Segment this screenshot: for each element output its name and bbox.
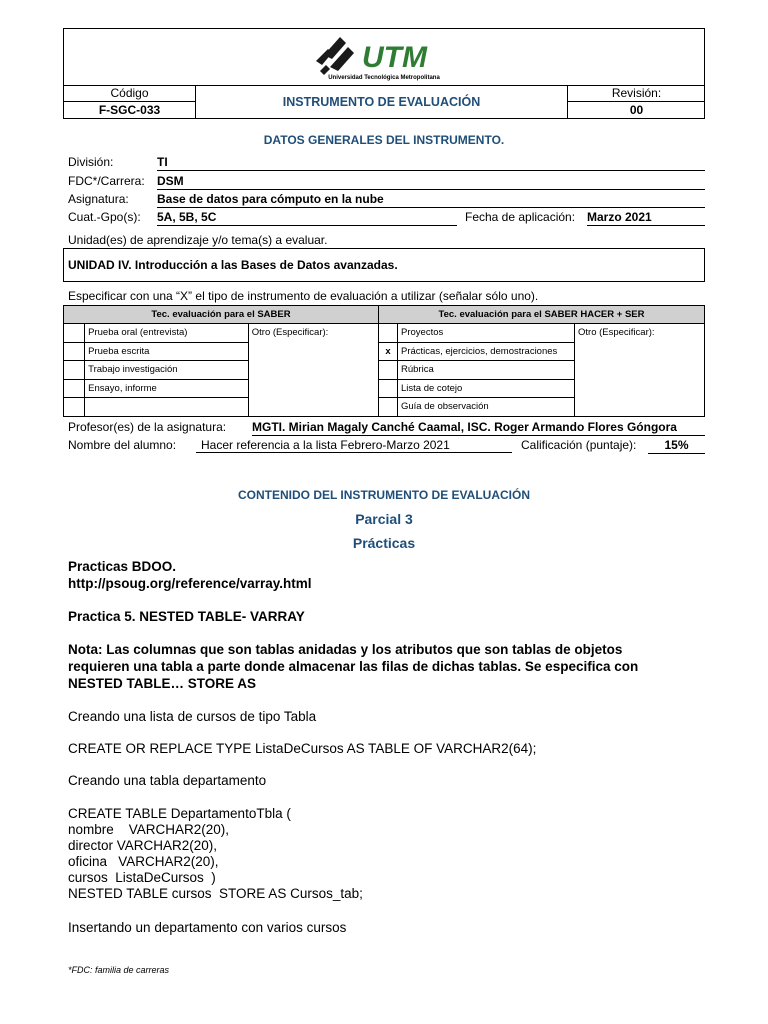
units-label: Unidad(es) de aprendizaje y/o tema(s) a evaluar. — [68, 233, 328, 247]
instrument-table — [63, 305, 705, 417]
date-value: Marzo 2021 — [587, 210, 705, 226]
subject-label: Asignatura: — [68, 192, 129, 206]
hacer-item: Prácticas, ejercicios, demostraciones — [398, 342, 575, 361]
specify-text: Especificar con una “X” el tipo de instrumento de evaluación a utilizar (señalar sólo uno). — [68, 289, 539, 303]
revision-cell — [568, 85, 705, 119]
saber-checkbox[interactable] — [64, 324, 85, 343]
practice-title: Practica 5. NESTED TABLE- VARRAY — [68, 609, 305, 624]
text-line: Creando una tabla departamento — [68, 773, 267, 788]
saber-header: Tec. evaluación para el SABER — [64, 306, 379, 324]
saber-item: Prueba escrita — [85, 342, 249, 361]
hacer-checkbox[interactable] — [379, 398, 398, 417]
note-line-1: Nota: Las columnas que son tablas anidadas y los atributos que son tablas de objetos — [68, 642, 623, 657]
hacer-item: Lista de cotejo — [398, 379, 575, 398]
utm-logo-icon — [310, 31, 460, 81]
code-cell — [64, 85, 196, 119]
date-label: Fecha de aplicación: — [465, 210, 576, 224]
code-line: director VARCHAR2(20), — [68, 838, 218, 853]
note-line-3: NESTED TABLE… STORE AS — [68, 676, 257, 691]
table-row — [64, 324, 705, 343]
logo-text: UTM — [362, 41, 427, 74]
hacer-item: Proyectos — [398, 324, 575, 343]
saber-item — [85, 398, 249, 417]
general-section-title: DATOS GENERALES DEL INSTRUMENTO. — [263, 133, 505, 147]
hacer-checkbox[interactable] — [379, 379, 398, 398]
code-line: oficina VARCHAR2(20), — [68, 854, 219, 869]
practices-title: Prácticas — [352, 535, 416, 551]
reference-link[interactable]: http://psoug.org/reference/varray.html — [68, 576, 312, 591]
cuat-label: Cuat.-Gpo(s): — [68, 210, 141, 224]
hacer-checkbox[interactable] — [379, 324, 398, 343]
saber-checkbox[interactable] — [64, 398, 85, 417]
saber-item: Ensayo, informe — [85, 379, 249, 398]
units-value: UNIDAD IV. Introducción a las Bases de Datos avanzadas. — [63, 248, 705, 282]
revision-value: 00 — [629, 103, 644, 117]
saber-checkbox[interactable] — [64, 342, 85, 361]
hacer-checkbox[interactable]: x — [379, 342, 398, 361]
fdc-value: DSM — [157, 174, 705, 190]
grade-value: 15% — [648, 438, 705, 454]
hacer-checkbox[interactable] — [379, 361, 398, 380]
revision-label: Revisión: — [568, 85, 705, 102]
student-label: Nombre del alumno: — [68, 438, 177, 452]
university-name: Universidad Tecnológica Metropolitana — [328, 75, 440, 81]
code-line: nombre VARCHAR2(20), — [68, 822, 230, 837]
saber-item: Trabajo investigación — [85, 361, 249, 380]
saber-item: Prueba oral (entrevista) — [85, 324, 249, 343]
partial-title: Parcial 3 — [355, 511, 413, 527]
document-header — [63, 28, 705, 119]
saber-other: Otro (Especificar): — [248, 324, 378, 417]
saber-checkbox[interactable] — [64, 379, 85, 398]
text-line: Insertando un departamento con varios cursos — [68, 920, 347, 935]
hacer-item: Rúbrica — [398, 361, 575, 380]
footer-note: *FDC: familia de carreras — [68, 965, 170, 975]
logo-area — [64, 29, 704, 86]
saber-checkbox[interactable] — [64, 361, 85, 380]
content-section-title: CONTENIDO DEL INSTRUMENTO DE EVALUACIÓN — [237, 488, 530, 502]
teacher-value: MGTI. Mirian Magaly Canché Caamal, ISC. Roger Armando Flores Góngora — [252, 420, 705, 436]
subject-value: Base de datos para cómputo en la nube — [157, 192, 705, 208]
division-value: TI — [157, 155, 705, 171]
practicas-line: Practicas BDOO. — [68, 559, 177, 574]
code-value: F-SGC-033 — [98, 103, 161, 117]
division-label: División: — [68, 155, 114, 169]
text-line: Creando una lista de cursos de tipo Tabla — [68, 709, 317, 724]
hacer-item: Guía de observación — [398, 398, 575, 417]
code-line: CREATE TABLE DepartamentoTbla ( — [68, 806, 291, 821]
hacer-header: Tec. evaluación para el SABER HACER + SER — [379, 306, 705, 324]
fdc-label: FDC*/Carrera: — [68, 174, 145, 188]
code-label: Código — [64, 85, 195, 102]
hacer-other: Otro (Especificar): — [575, 324, 705, 417]
code-line: CREATE OR REPLACE TYPE ListaDeCursos AS TABLE OF VARCHAR2(64); — [68, 741, 537, 756]
document-title: INSTRUMENTO DE EVALUACIÓN — [196, 85, 568, 119]
student-value: Hacer referencia a la lista Febrero-Marzo 2021 — [196, 438, 512, 453]
code-line: cursos ListaDeCursos ) — [68, 870, 216, 885]
teacher-label: Profesor(es) de la asignatura: — [68, 420, 227, 434]
cuat-value: 5A, 5B, 5C — [157, 210, 457, 226]
note-line-2: requieren una tabla a parte donde almacenar las filas de dichas tablas. Se especifica con — [68, 659, 639, 674]
grade-label: Calificación (puntaje): — [521, 438, 637, 452]
code-line: NESTED TABLE cursos STORE AS Cursos_tab; — [68, 886, 363, 901]
